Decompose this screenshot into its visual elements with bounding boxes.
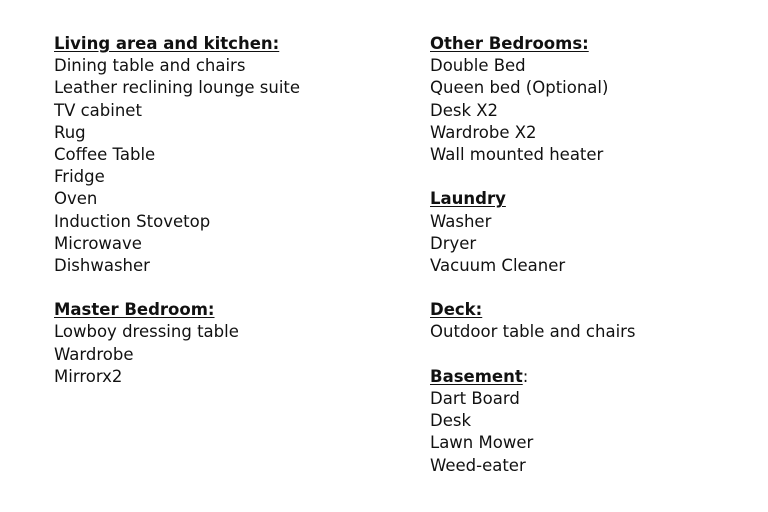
list-item: Vacuum Cleaner xyxy=(430,255,566,275)
list-item: Wardrobe X2 xyxy=(430,122,537,142)
list-item: Induction Stovetop xyxy=(54,211,211,231)
list-item: Fridge xyxy=(54,167,105,187)
heading-text: Other Bedrooms: xyxy=(430,34,589,53)
section-spacer xyxy=(430,166,760,188)
section-heading xyxy=(54,33,394,55)
list-item: TV cabinet xyxy=(54,100,142,120)
right-column xyxy=(430,33,760,477)
heading-text: Living area and kitchen: xyxy=(54,34,280,53)
list-item: Wardrobe xyxy=(54,344,134,364)
heading-text: Deck: xyxy=(430,300,483,320)
list-item: Lowboy dressing table xyxy=(54,322,239,342)
section-master-bedroom xyxy=(54,299,394,388)
list-item: Dart Board xyxy=(430,389,520,408)
section-living-area-kitchen xyxy=(54,33,394,277)
left-column xyxy=(54,33,394,388)
list-item: Lawn Mower xyxy=(430,433,534,453)
section-spacer xyxy=(430,277,760,299)
section-heading xyxy=(54,299,394,321)
heading-suffix: : xyxy=(522,366,529,386)
section-deck xyxy=(430,299,760,343)
list-item: Leather reclining lounge suite xyxy=(54,78,301,98)
section-heading xyxy=(430,33,760,55)
heading-text: Master Bedroom: xyxy=(54,300,215,320)
list-item: Dishwasher xyxy=(54,255,150,275)
section-other-bedrooms xyxy=(430,33,760,166)
list-item: Queen bed (Optional) xyxy=(430,78,609,98)
list-item: Microwave xyxy=(54,233,142,253)
list-item: Rug xyxy=(54,122,86,142)
list-item: Dryer xyxy=(430,233,477,253)
heading-text: Basement xyxy=(430,366,523,386)
section-heading xyxy=(430,188,760,210)
section-spacer xyxy=(54,277,394,299)
section-heading xyxy=(430,366,760,388)
list-item: Washer xyxy=(430,211,492,231)
section-basement xyxy=(430,366,760,477)
section-spacer xyxy=(430,344,760,366)
section-heading xyxy=(430,299,760,321)
list-item: Oven xyxy=(54,189,98,209)
heading-text: Laundry xyxy=(430,189,506,209)
list-item: Desk xyxy=(430,411,472,431)
list-item: Outdoor table and chairs xyxy=(430,322,636,342)
list-item: Dining table and chairs xyxy=(54,56,246,76)
section-laundry xyxy=(430,188,760,277)
list-item: Wall mounted heater xyxy=(430,144,604,164)
list-item: Coffee Table xyxy=(54,144,156,164)
list-item: Double Bed xyxy=(430,56,526,76)
list-item: Mirrorx2 xyxy=(54,366,123,386)
list-item: Desk X2 xyxy=(430,100,499,120)
list-item: Weed-eater xyxy=(430,455,526,475)
